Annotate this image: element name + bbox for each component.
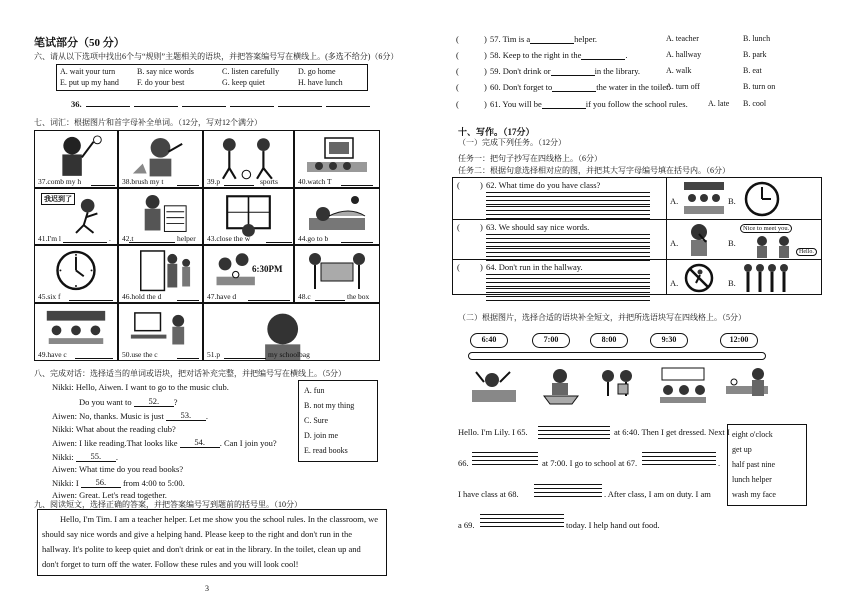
vocab-49-blank[interactable] (75, 353, 113, 359)
passage-text: . (718, 458, 721, 468)
passage-line-4: don't forget to turn off the water. Follow these rules and you will look cool! (42, 559, 299, 569)
vocab-48-box: the box (347, 292, 370, 301)
vocab-44-label: 44.go to b (298, 234, 329, 243)
timeline-bar (468, 352, 766, 360)
time-bubble-2: 8:00 (590, 333, 628, 348)
page-number: 3 (205, 584, 209, 593)
section9-heading: 九、阅读短文，选择正确的答案，并把答案编号写到题前的括号里。（10分） (34, 500, 302, 509)
question-text: helper. (574, 34, 598, 44)
choice-b-label: B. (728, 196, 736, 206)
question-text: 58. Keep to the right in the (490, 50, 582, 60)
vocab-47-label: 47.have d (207, 292, 237, 301)
option-e: E. put up my hand (60, 78, 119, 87)
task-question-62: 62. What time do you have class? (486, 180, 601, 190)
vocab-43-blank[interactable] (266, 237, 292, 243)
going-to-school-picture (594, 366, 644, 406)
choice-b: B. eat (743, 66, 762, 75)
dialog-text: . Can I join you? (219, 438, 277, 448)
q36-blank-3[interactable] (182, 106, 226, 107)
choice-a-label: A. (670, 278, 679, 288)
vocab-41-label: 41.I'm l (38, 234, 62, 243)
question-61 (490, 99, 688, 109)
answer-paren-open: ( (456, 66, 459, 76)
vocab-42-helper: helper (177, 234, 196, 243)
vocab-41-blank[interactable] (63, 237, 107, 243)
choice-a-label: A. (670, 196, 679, 206)
q36-blank-2[interactable] (134, 106, 178, 107)
dialog-text: Do you want to (79, 397, 132, 407)
dialog-text: Aiwen: I like reading.That looks like (52, 438, 178, 448)
kids-watching-tv-picture (299, 134, 375, 178)
option-c: C. listen carefully (222, 67, 280, 76)
vocab-44-blank[interactable] (341, 237, 373, 243)
question-text: . (625, 50, 628, 60)
classroom-picture (39, 307, 113, 350)
girl-getting-up-picture (470, 366, 518, 406)
vocab-42-blank[interactable] (129, 237, 175, 243)
time-bubble-4: 12:00 (720, 333, 758, 348)
dialog-line-9: Aiwen: Great. Let's read together. (52, 490, 167, 500)
vocab-39 (203, 130, 294, 188)
boy-going-to-bed-picture (299, 192, 375, 236)
vocab-43-label: 43.close the w (207, 234, 251, 243)
vocab-46-label: 46.hold the d (122, 292, 162, 301)
blank-67[interactable] (642, 452, 716, 468)
option-b: B. say nice words (137, 67, 194, 76)
dialog-line-7: Aiwen: What time do you read books? (52, 464, 184, 474)
answer-blank[interactable] (581, 50, 628, 60)
blank-56[interactable]: 56. (81, 477, 121, 488)
dialog-text: Nikki: (52, 452, 74, 462)
answer-paren-close: ) (484, 50, 487, 60)
dialog-option-d: D. join me (304, 431, 338, 440)
task-paren-open: ( (457, 262, 460, 272)
time-bubble-0: 6:40 (470, 333, 508, 348)
dialog-line-3 (52, 410, 208, 421)
passage-text-66: 66. (458, 458, 469, 468)
task-question-63: 63. We should say nice words. (486, 222, 590, 232)
section6-heading: 六、请从以下选项中找出6个与“规则”主题相关的语块，并把答案编号写在横线上。(多选不给分)（6分） (34, 52, 399, 61)
vocab-48 (294, 245, 380, 303)
blank-68[interactable] (534, 484, 602, 500)
dialog-option-e: E. read books (304, 446, 348, 455)
dialog-option-a: A. fun (304, 386, 325, 395)
option-g: G. keep quiet (222, 78, 265, 87)
section10-heading: 十、写作。（17分） (458, 127, 535, 137)
blank-69[interactable] (480, 514, 564, 530)
option-d: D. go home (298, 67, 336, 76)
dialog-line-2 (79, 396, 178, 407)
option-a: A. wait your turn (60, 67, 116, 76)
task-paren-open: ( (457, 180, 460, 190)
phrase-option-5: wash my face (732, 490, 776, 499)
vocab-48-blank[interactable] (315, 295, 345, 301)
vocab-40-label: 40.watch T (298, 177, 332, 186)
question-text: in the library. (594, 66, 641, 76)
passage-text-65: Hello. I'm Lily. I 65. (458, 427, 528, 437)
choice-a: A. teacher (666, 34, 699, 43)
vocab-37-label: 37.comb my h (38, 177, 82, 186)
dialog-text: Nikki: I (52, 478, 79, 488)
blank-52[interactable]: 52. (134, 396, 174, 407)
section-title: 笔试部分（50 分） (34, 37, 125, 49)
vocab-38-label: 38.brush my t (122, 177, 164, 186)
section10b-heading: （二）根据图片，选择合适的语块补全短文，并把所选语块写在四线格上。（5分） (458, 313, 746, 322)
phrase-option-2: get up (732, 445, 752, 454)
phrase-option-4: lunch helper (732, 475, 772, 484)
question-text: if you follow the school rules. (585, 99, 688, 109)
blank-53[interactable]: 53. (166, 410, 206, 421)
vocab-42-label: 42.t (122, 234, 134, 243)
passage-line-1: Hello, I'm Tim. I am a teacher helper. Let me show you the school rules. In the classroom, we (60, 514, 379, 524)
dialog-option-b: B. not my thing (304, 401, 355, 410)
q36-blank-1[interactable] (86, 106, 130, 107)
four-line-grid[interactable] (486, 288, 650, 304)
passage-text: . After class, I am on duty. I am (604, 489, 711, 499)
answer-blank[interactable] (542, 101, 586, 109)
vocab-47 (203, 245, 294, 303)
teacher-helper-picture (123, 192, 198, 235)
vocab-42 (118, 188, 203, 245)
question-60 (490, 82, 671, 92)
passage-text-69: a 69. (458, 520, 475, 530)
passage-text: today. I help hand out food. (566, 520, 660, 530)
answer-paren-open: ( (456, 34, 459, 44)
vocab-46 (118, 245, 203, 303)
no-running-sign-icon (682, 263, 716, 293)
vocab-51-blank[interactable] (224, 353, 266, 359)
answer-paren-open: ( (456, 82, 459, 92)
blank-65[interactable] (538, 426, 610, 442)
dialog-line-6 (52, 451, 118, 462)
vocab-49 (34, 303, 118, 361)
option-f: F. do your best (137, 78, 185, 87)
choice-b: B. cool (743, 99, 767, 108)
answer-paren-close: ) (484, 82, 487, 92)
dialog-text: . (205, 411, 208, 421)
vocab-41 (34, 188, 118, 245)
vocab-48-label: 48.c (298, 292, 311, 301)
passage-line-2: should say nice words and give a helping hand. Please keep to the right and don't run in the (42, 529, 353, 539)
dinner-time-label: 6:30PM (252, 264, 283, 274)
section10-sub1: （一）完成下列任务。（12分） (458, 138, 566, 147)
vocab-49-label: 49.have c (38, 350, 67, 359)
vocab-46-blank[interactable] (177, 295, 199, 301)
column-divider (666, 177, 667, 295)
speech-bubble-hello: Hello. (796, 248, 817, 256)
q36-label: 36. (71, 99, 82, 109)
task-paren-open: ( (457, 222, 460, 232)
vocab-45-blank[interactable] (69, 295, 113, 301)
choice-a: A. turn off (666, 82, 700, 91)
task1: 任务一：把句子抄写在四线格上。（6分） (458, 154, 602, 163)
vocab-39-sports: sports (260, 177, 278, 186)
vocab-50-blank[interactable] (177, 353, 199, 359)
having-class-picture (656, 366, 710, 406)
dialog-line-8 (52, 477, 185, 488)
vocab-51 (203, 303, 380, 361)
kids-playing-sports-picture (208, 134, 289, 181)
time-bubble-3: 9:30 (650, 333, 688, 348)
section8-heading: 八、完成对话：选择适当的单词或语块，把对话补充完整，并把编号写在横线上。（5分） (34, 369, 346, 378)
girl-brushing-teeth-picture (123, 134, 198, 177)
answer-paren-open: ( (456, 50, 459, 60)
section7-heading: 七、词汇：根据图片和首字母补全单词。（12分，写对12个满分） (34, 118, 262, 127)
question-59 (490, 66, 640, 76)
vocab-40 (294, 130, 380, 188)
dialog-line-5 (52, 437, 277, 448)
holding-door-picture (123, 249, 198, 292)
question-text: the water in the toilet. (596, 82, 671, 92)
choice-b: B. park (743, 50, 767, 59)
question-57 (490, 34, 597, 44)
choice-b: B. turn on (743, 82, 776, 91)
answer-paren-close: ) (484, 99, 487, 109)
task2: 任务二：根据句意选择相对应的图，并把其大写字母编号填在括号内。（6分） (458, 166, 730, 175)
carrying-box-picture (299, 249, 375, 293)
task-paren-close: ) (480, 222, 483, 232)
vocab-47-blank[interactable] (248, 295, 290, 301)
q36-blank-5[interactable] (278, 106, 322, 107)
vocab-38-blank[interactable] (177, 180, 199, 186)
vocab-45 (34, 245, 118, 303)
time-bubble-1: 7:00 (532, 333, 570, 348)
boy-combing-hair-picture (39, 134, 113, 177)
answer-paren-close: ) (484, 66, 487, 76)
vocab-39-label: 39.p (207, 177, 221, 186)
vocab-37 (34, 130, 118, 188)
two-kids-greeting-picture (752, 234, 796, 258)
phrase-option-1: eight o'clock (732, 430, 773, 439)
lunch-helper-picture (722, 366, 772, 406)
clock-picture (39, 249, 113, 292)
students-lining-up-picture (740, 262, 792, 294)
choice-b-label: B. (728, 278, 736, 288)
using-computer-picture (123, 307, 198, 350)
dialog-option-c: C. Sure (304, 416, 328, 425)
vocab-51-schoolbag: my schoolbag (268, 350, 310, 359)
vocab-37-blank[interactable] (91, 180, 115, 186)
answer-paren-close: ) (484, 34, 487, 44)
vocab-44 (294, 188, 380, 245)
question-text: 61. You will be (490, 99, 542, 109)
answer-blank[interactable] (530, 36, 574, 44)
question-58 (490, 50, 627, 60)
blank-66[interactable] (472, 452, 538, 468)
boy-with-finger-on-lips-picture (682, 222, 716, 257)
vocab-50 (118, 303, 203, 361)
vocab-50-label: 50.use the c (122, 350, 158, 359)
classroom-students-picture (682, 180, 726, 218)
right-page (430, 0, 860, 608)
task-paren-close: ) (480, 180, 483, 190)
dialog-line-1: Nikki: Hello, Aiwen. I want to go to the music club. (52, 382, 229, 392)
choice-b-label: B. (728, 238, 736, 248)
vocab-38 (118, 130, 203, 188)
question-text: 60. Don't forget to (490, 82, 553, 92)
vocab-39-blank[interactable] (224, 180, 254, 186)
speech-bubble-nice: Nice to meet you. (740, 224, 792, 233)
phrase-option-3: half past nine (732, 460, 776, 469)
choice-a-label: A. (670, 238, 679, 248)
answer-paren-open: ( (456, 99, 459, 109)
dialog-text: . (115, 452, 118, 462)
choice-b: B. lunch (743, 34, 771, 43)
clock-face-picture (740, 180, 784, 218)
vocab-43 (203, 188, 294, 245)
vocab-41-period: . (109, 234, 111, 243)
vocab-45-label: 45.six f (38, 292, 61, 301)
dialog-line-4: Nikki: What about the reading club? (52, 424, 176, 434)
task-paren-close: ) (480, 262, 483, 272)
passage-text: at 7:00. I go to school at 67. (542, 458, 638, 468)
four-line-grid[interactable] (486, 206, 650, 222)
passage-line-3: hallway. It's polite to keep quiet and don't drink or eat in the library. In the toilet, clean up and (42, 544, 361, 554)
passage-text-68: I have class at 68. (458, 489, 519, 499)
choice-a: A. late (708, 99, 730, 108)
answer-blank[interactable] (551, 68, 595, 76)
question-text: 57. Tim is a (490, 34, 531, 44)
passage-text: at 6:40. Then I get dressed. Next I (614, 427, 730, 437)
closing-window-picture (208, 192, 289, 239)
vocab-40-blank[interactable] (341, 180, 373, 186)
blank-54[interactable]: 54. (180, 437, 220, 448)
question-text: 59. Don't drink or (490, 66, 551, 76)
girl-washing-face-picture (538, 366, 584, 406)
option-h: H. have lunch (298, 78, 343, 87)
late-speech-bubble: 我迟到了 (41, 193, 75, 205)
answer-blank[interactable] (552, 84, 596, 92)
choice-a: A. walk (666, 66, 692, 75)
boy-running-late-picture (39, 192, 113, 235)
task-question-64: 64. Don't run in the hallway. (486, 262, 583, 272)
choice-a: A. hallway (666, 50, 702, 59)
dialog-text: ? (173, 397, 178, 407)
q36-blank-6[interactable] (326, 106, 370, 107)
vocab-51-label: 51.p (207, 350, 221, 359)
q36-blank-4[interactable] (230, 106, 274, 107)
dialog-text: Aiwen: No, thanks. Music is just (52, 411, 164, 421)
dialog-text: from 4:00 to 5:00. (122, 478, 185, 488)
blank-55[interactable]: 55. (76, 451, 116, 462)
